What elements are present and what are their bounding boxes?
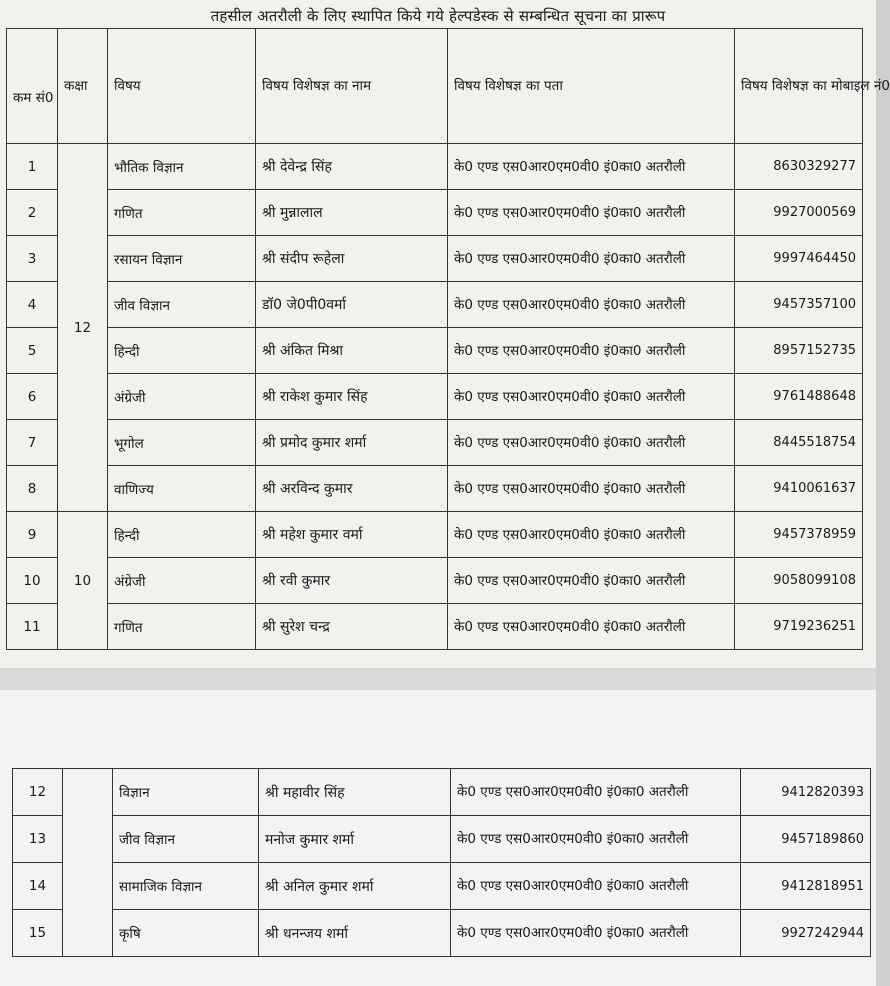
serial-cell: 11 — [7, 604, 58, 650]
expert-name-cell: श्री सुरेश चन्द्र — [256, 604, 448, 650]
serial-cell: 7 — [7, 420, 58, 466]
expert-name-cell: श्री अरविन्द कुमार — [256, 466, 448, 512]
expert-mobile-cell: 9761488648 — [735, 374, 863, 420]
header-expert-address: विषय विशेषज्ञ का पता — [448, 29, 735, 144]
header-expert-mobile: विषय विशेषज्ञ का मोबाइल नं0 — [735, 29, 863, 144]
subject-cell: अंग्रेजी — [108, 374, 256, 420]
expert-name-cell: श्री अनिल कुमार शर्मा — [259, 863, 451, 910]
table-row — [7, 512, 863, 558]
page-gap — [0, 668, 876, 690]
subject-cell: कृषि — [113, 910, 259, 957]
serial-cell: 14 — [13, 863, 63, 910]
table-row — [13, 910, 871, 957]
header-class: कक्षा — [58, 29, 108, 144]
serial-cell: 5 — [7, 328, 58, 374]
header-serial: कम सं0 — [7, 29, 58, 144]
expert-name-cell: श्री अंकित मिश्रा — [256, 328, 448, 374]
subject-cell: जीव विज्ञान — [108, 282, 256, 328]
subject-cell: विज्ञान — [113, 769, 259, 816]
serial-cell: 1 — [7, 144, 58, 190]
serial-cell: 2 — [7, 190, 58, 236]
expert-name-cell: श्री संदीप रूहेला — [256, 236, 448, 282]
table-body-part-2 — [13, 769, 871, 957]
expert-name-cell: श्री रवी कुमार — [256, 558, 448, 604]
expert-name-cell: मनोज कुमार शर्मा — [259, 816, 451, 863]
table-row — [7, 236, 863, 282]
serial-cell: 12 — [13, 769, 63, 816]
subject-cell: भौतिक विज्ञान — [108, 144, 256, 190]
serial-cell: 4 — [7, 282, 58, 328]
serial-cell: 8 — [7, 466, 58, 512]
expert-address-cell: के0 एण्ड एस0आर0एम0वी0 इं0का0 अतरौली — [448, 282, 735, 328]
expert-name-cell: श्री महेश कुमार वर्मा — [256, 512, 448, 558]
expert-address-cell: के0 एण्ड एस0आर0एम0वी0 इं0का0 अतरौली — [451, 863, 741, 910]
expert-mobile-cell: 9457357100 — [735, 282, 863, 328]
subject-cell: भूगोल — [108, 420, 256, 466]
expert-address-cell: के0 एण्ड एस0आर0एम0वी0 इं0का0 अतरौली — [448, 558, 735, 604]
expert-address-cell: के0 एण्ड एस0आर0एम0वी0 इं0का0 अतरौली — [451, 769, 741, 816]
table-row — [7, 144, 863, 190]
expert-mobile-cell: 9927242944 — [741, 910, 871, 957]
helpdesk-table-part-2 — [12, 768, 871, 957]
table-row — [7, 374, 863, 420]
expert-mobile-cell: 9457189860 — [741, 816, 871, 863]
subject-cell: हिन्दी — [108, 512, 256, 558]
expert-name-cell: श्री महावीर सिंह — [259, 769, 451, 816]
serial-cell: 10 — [7, 558, 58, 604]
expert-name-cell: श्री प्रमोद कुमार शर्मा — [256, 420, 448, 466]
expert-address-cell: के0 एण्ड एस0आर0एम0वी0 इं0का0 अतरौली — [448, 328, 735, 374]
serial-cell: 6 — [7, 374, 58, 420]
expert-name-cell: डॉ0 जे0पी0वर्मा — [256, 282, 448, 328]
table-row — [7, 466, 863, 512]
expert-mobile-cell: 8445518754 — [735, 420, 863, 466]
expert-mobile-cell: 9412818951 — [741, 863, 871, 910]
helpdesk-table-part-1 — [6, 28, 890, 650]
expert-mobile-cell: 9927000569 — [735, 190, 863, 236]
expert-mobile-cell: 9457378959 — [735, 512, 863, 558]
table-row — [7, 420, 863, 466]
subject-cell: अंग्रेजी — [108, 558, 256, 604]
expert-name-cell: श्री मुन्नालाल — [256, 190, 448, 236]
subject-cell: हिन्दी — [108, 328, 256, 374]
expert-address-cell: के0 एण्ड एस0आर0एम0वी0 इं0का0 अतरौली — [448, 512, 735, 558]
subject-cell: सामाजिक विज्ञान — [113, 863, 259, 910]
class-cell: 10 — [58, 512, 108, 650]
table-header-row — [7, 29, 863, 144]
table-row — [7, 328, 863, 374]
document-title: तहसील अतरौली के लिए स्थापित किये गये हेल्पडेस्क से सम्बन्धित सूचना का प्रारूप — [210, 7, 666, 25]
table-row — [13, 769, 871, 816]
expert-name-cell: श्री धनन्जय शर्मा — [259, 910, 451, 957]
expert-address-cell: के0 एण्ड एस0आर0एम0वी0 इं0का0 अतरौली — [448, 374, 735, 420]
table-row — [13, 863, 871, 910]
class-cell — [63, 769, 113, 957]
header-expert-name: विषय विशेषज्ञ का नाम — [256, 29, 448, 144]
subject-cell: गणित — [108, 604, 256, 650]
expert-mobile-cell: 8630329277 — [735, 144, 863, 190]
subject-cell: रसायन विज्ञान — [108, 236, 256, 282]
expert-address-cell: के0 एण्ड एस0आर0एम0वी0 इं0का0 अतरौली — [451, 910, 741, 957]
expert-mobile-cell: 8957152735 — [735, 328, 863, 374]
table-row — [13, 816, 871, 863]
serial-cell: 3 — [7, 236, 58, 282]
serial-cell: 9 — [7, 512, 58, 558]
subject-cell: गणित — [108, 190, 256, 236]
expert-mobile-cell: 9058099108 — [735, 558, 863, 604]
subject-cell: जीव विज्ञान — [113, 816, 259, 863]
expert-mobile-cell: 9412820393 — [741, 769, 871, 816]
serial-cell: 15 — [13, 910, 63, 957]
expert-name-cell: श्री देवेन्द्र सिंह — [256, 144, 448, 190]
class-cell: 12 — [58, 144, 108, 512]
expert-address-cell: के0 एण्ड एस0आर0एम0वी0 इं0का0 अतरौली — [448, 420, 735, 466]
header-subject: विषय — [108, 29, 256, 144]
subject-cell: वाणिज्य — [108, 466, 256, 512]
table-row — [7, 558, 863, 604]
expert-mobile-cell: 9997464450 — [735, 236, 863, 282]
table-row — [7, 190, 863, 236]
expert-address-cell: के0 एण्ड एस0आर0एम0वी0 इं0का0 अतरौली — [448, 466, 735, 512]
expert-address-cell: के0 एण्ड एस0आर0एम0वी0 इं0का0 अतरौली — [448, 604, 735, 650]
table-body-part-1 — [7, 144, 863, 650]
expert-address-cell: के0 एण्ड एस0आर0एम0वी0 इं0का0 अतरौली — [448, 144, 735, 190]
table-row — [7, 282, 863, 328]
expert-mobile-cell: 9410061637 — [735, 466, 863, 512]
expert-mobile-cell: 9719236251 — [735, 604, 863, 650]
table-row — [7, 604, 863, 650]
expert-address-cell: के0 एण्ड एस0आर0एम0वी0 इं0का0 अतरौली — [448, 190, 735, 236]
expert-name-cell: श्री राकेश कुमार सिंह — [256, 374, 448, 420]
expert-address-cell: के0 एण्ड एस0आर0एम0वी0 इं0का0 अतरौली — [451, 816, 741, 863]
serial-cell: 13 — [13, 816, 63, 863]
expert-address-cell: के0 एण्ड एस0आर0एम0वी0 इं0का0 अतरौली — [448, 236, 735, 282]
